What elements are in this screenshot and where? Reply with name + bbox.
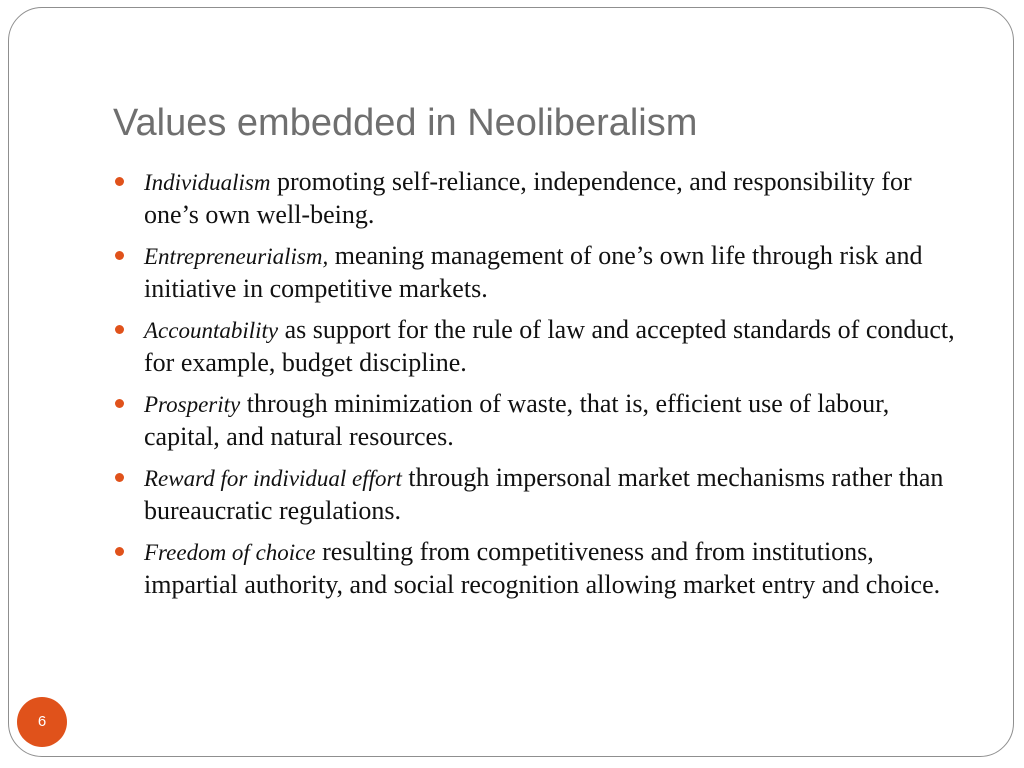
bullet-item-accountability [115, 314, 965, 379]
bullet-list [115, 166, 965, 610]
bullet-text [144, 240, 965, 305]
bullet-item-individualism [115, 166, 965, 231]
bullet-item-prosperity [115, 388, 965, 453]
bullet-item-reward [115, 462, 965, 527]
bullet-term: Entrepreneurialism, [144, 244, 329, 269]
bullet-icon [115, 325, 124, 334]
bullet-icon [115, 177, 124, 186]
bullet-icon [115, 399, 124, 408]
bullet-text [144, 166, 965, 231]
bullet-item-freedom-of-choice [115, 536, 965, 601]
bullet-term: Freedom of choice [144, 540, 316, 565]
bullet-description: as support for the rule of law and accepted standards of conduct, for example, budget discipline. [144, 315, 955, 377]
bullet-text [144, 314, 965, 379]
bullet-icon [115, 251, 124, 260]
bullet-term: Reward for individual effort [144, 466, 402, 491]
bullet-text [144, 462, 965, 527]
bullet-description: resulting from competitiveness and from institutions, impartial authority, and social recognition allowing market entry and choice. [144, 537, 941, 599]
bullet-term: Prosperity [144, 392, 241, 417]
bullet-description: through minimization of waste, that is, efficient use of labour, capital, and natural resources. [144, 389, 890, 451]
bullet-icon [115, 547, 124, 556]
slide-number-badge: 6 [17, 697, 67, 747]
bullet-term: Accountability [144, 318, 279, 343]
bullet-text [144, 536, 965, 601]
bullet-description: through impersonal market mechanisms rather than bureaucratic regulations. [144, 463, 944, 525]
slide-title: Values embedded in Neoliberalism [113, 102, 698, 144]
bullet-icon [115, 473, 124, 482]
bullet-item-entrepreneurialism [115, 240, 965, 305]
bullet-description: meaning management of one’s own life through risk and initiative in competitive markets. [144, 241, 923, 303]
bullet-term: Individualism [144, 170, 271, 195]
bullet-description: promoting self-reliance, independence, and responsibility for one’s own well-being. [144, 167, 912, 229]
bullet-text [144, 388, 965, 453]
